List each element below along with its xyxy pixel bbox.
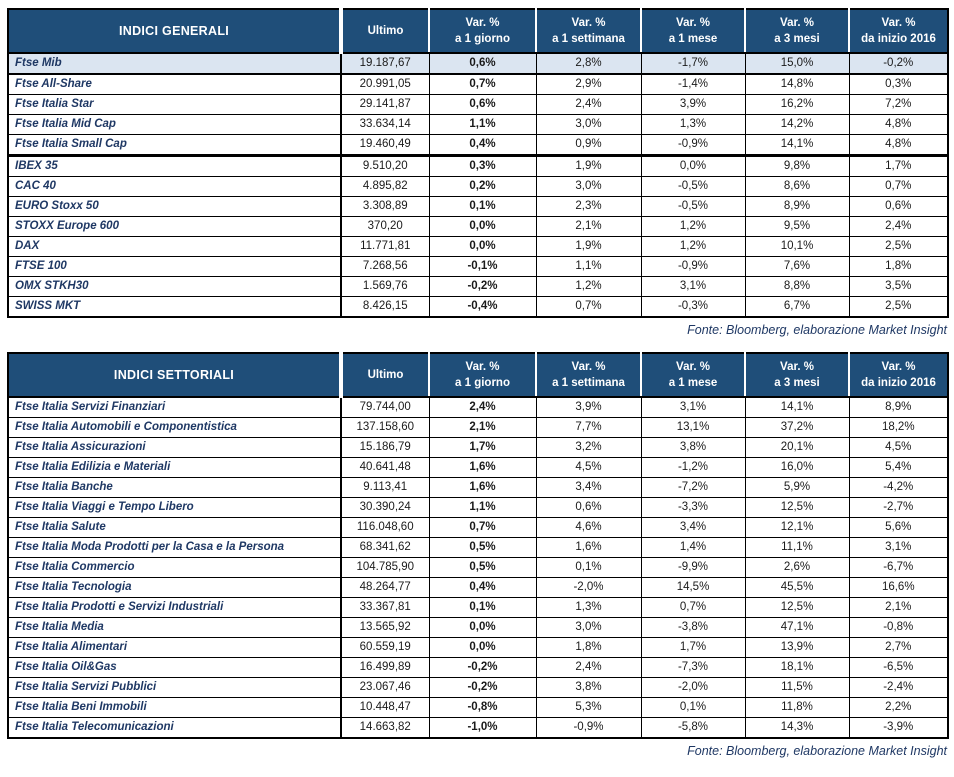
- ultimo-cell: 116.048,60: [341, 518, 429, 538]
- index-name-cell: Ftse Italia Viaggi e Tempo Libero: [8, 498, 341, 518]
- column-header-line1: Var. %: [881, 17, 916, 29]
- var-1-giorno-cell: 2,4%: [429, 397, 536, 418]
- var-1-giorno-cell: 0,5%: [429, 558, 536, 578]
- index-row: [8, 498, 948, 518]
- var-1-settimana-cell: -0,9%: [536, 718, 641, 739]
- var-1-giorno-cell: 0,4%: [429, 135, 536, 156]
- column-header-line2: a 1 settimana: [552, 377, 625, 389]
- var-inizio-2016-cell: 3,5%: [849, 277, 948, 297]
- var-1-settimana-cell: 2,8%: [536, 53, 641, 74]
- var-1-settimana-cell: 2,1%: [536, 217, 641, 237]
- var-3-mesi-cell: 8,9%: [745, 197, 849, 217]
- column-header-line1: Var. %: [465, 17, 500, 29]
- index-row: [8, 177, 948, 197]
- column-header-line1: Var. %: [571, 361, 606, 373]
- index-row: [8, 95, 948, 115]
- index-row: [8, 458, 948, 478]
- var-1-giorno-cell: 0,0%: [429, 237, 536, 257]
- ultimo-cell: 10.448,47: [341, 698, 429, 718]
- var-1-settimana-cell: 3,0%: [536, 177, 641, 197]
- var-inizio-2016-cell: 5,4%: [849, 458, 948, 478]
- var-1-settimana-cell: 3,2%: [536, 438, 641, 458]
- column-header-line1: Var. %: [676, 361, 710, 373]
- var-1-settimana-cell: 1,9%: [536, 156, 641, 177]
- table-title: INDICI GENERALI: [8, 9, 341, 53]
- column-header-line1: Var. %: [465, 361, 500, 373]
- var-1-settimana-cell: 1,9%: [536, 237, 641, 257]
- index-name-cell: Ftse Italia Servizi Finanziari: [8, 397, 341, 418]
- var-1-settimana-cell: 3,0%: [536, 618, 641, 638]
- var-1-giorno-cell: 2,1%: [429, 418, 536, 438]
- ultimo-cell: 33.367,81: [341, 598, 429, 618]
- var-1-giorno-cell: -0,2%: [429, 658, 536, 678]
- column-header-line2: a 3 mesi: [774, 377, 820, 389]
- index-name-cell: OMX STKH30: [8, 277, 341, 297]
- var-inizio-2016-cell: 1,7%: [849, 156, 948, 177]
- ultimo-cell: 23.067,46: [341, 678, 429, 698]
- index-row: [8, 478, 948, 498]
- index-row: [8, 397, 948, 418]
- var-inizio-2016-cell: 3,1%: [849, 538, 948, 558]
- var-inizio-2016-cell: 0,3%: [849, 74, 948, 95]
- column-header: [745, 353, 849, 397]
- var-1-mese-cell: 3,1%: [641, 277, 745, 297]
- var-3-mesi-cell: 5,9%: [745, 478, 849, 498]
- var-3-mesi-cell: 11,8%: [745, 698, 849, 718]
- ultimo-cell: 19.187,67: [341, 53, 429, 74]
- ultimo-cell: 9.113,41: [341, 478, 429, 498]
- var-1-settimana-cell: 5,3%: [536, 698, 641, 718]
- var-3-mesi-cell: 13,9%: [745, 638, 849, 658]
- var-1-giorno-cell: 0,7%: [429, 518, 536, 538]
- var-1-mese-cell: -3,3%: [641, 498, 745, 518]
- var-1-giorno-cell: 1,6%: [429, 478, 536, 498]
- var-inizio-2016-cell: 0,7%: [849, 177, 948, 197]
- var-1-giorno-cell: 0,5%: [429, 538, 536, 558]
- index-name-cell: Ftse Italia Moda Prodotti per la Casa e la Persona: [8, 538, 341, 558]
- var-1-settimana-cell: 7,7%: [536, 418, 641, 438]
- var-inizio-2016-cell: 4,8%: [849, 135, 948, 156]
- var-1-giorno-cell: -1,0%: [429, 718, 536, 739]
- var-3-mesi-cell: 47,1%: [745, 618, 849, 638]
- var-1-settimana-cell: 1,3%: [536, 598, 641, 618]
- index-row: [8, 418, 948, 438]
- var-1-giorno-cell: 0,1%: [429, 197, 536, 217]
- ultimo-cell: 4.895,82: [341, 177, 429, 197]
- index-row: [8, 658, 948, 678]
- ultimo-cell: 13.565,92: [341, 618, 429, 638]
- var-inizio-2016-cell: 2,5%: [849, 297, 948, 318]
- var-3-mesi-cell: 15,0%: [745, 53, 849, 74]
- column-header-line2: a 1 mese: [668, 377, 718, 389]
- var-inizio-2016-cell: -0,2%: [849, 53, 948, 74]
- var-3-mesi-cell: 9,5%: [745, 217, 849, 237]
- index-name-cell: Ftse Italia Small Cap: [8, 135, 341, 156]
- index-name-cell: DAX: [8, 237, 341, 257]
- index-row: [8, 638, 948, 658]
- ultimo-cell: 7.268,56: [341, 257, 429, 277]
- index-name-cell: Ftse Italia Edilizia e Materiali: [8, 458, 341, 478]
- column-header: [641, 353, 745, 397]
- var-inizio-2016-cell: 4,8%: [849, 115, 948, 135]
- index-row: [8, 115, 948, 135]
- index-row: [8, 678, 948, 698]
- index-name-cell: Ftse Italia Telecomunicazioni: [8, 718, 341, 739]
- column-header: [429, 353, 536, 397]
- header-row: [8, 353, 948, 397]
- index-name-cell: Ftse Italia Commercio: [8, 558, 341, 578]
- column-header: [341, 353, 429, 397]
- var-1-mese-cell: -0,5%: [641, 177, 745, 197]
- var-3-mesi-cell: 14,1%: [745, 135, 849, 156]
- var-1-mese-cell: 14,5%: [641, 578, 745, 598]
- var-1-settimana-cell: 3,0%: [536, 115, 641, 135]
- var-1-mese-cell: -1,4%: [641, 74, 745, 95]
- index-name-cell: SWISS MKT: [8, 297, 341, 318]
- ultimo-cell: 48.264,77: [341, 578, 429, 598]
- var-1-settimana-cell: 3,4%: [536, 478, 641, 498]
- column-header: [849, 353, 948, 397]
- var-1-mese-cell: 1,2%: [641, 237, 745, 257]
- var-3-mesi-cell: 45,5%: [745, 578, 849, 598]
- index-name-cell: Ftse Italia Media: [8, 618, 341, 638]
- var-1-settimana-cell: 2,4%: [536, 658, 641, 678]
- var-1-giorno-cell: 1,1%: [429, 115, 536, 135]
- column-header-line2: a 1 mese: [668, 33, 718, 45]
- var-3-mesi-cell: 12,5%: [745, 498, 849, 518]
- index-name-cell: Ftse Italia Oil&Gas: [8, 658, 341, 678]
- var-inizio-2016-cell: -6,5%: [849, 658, 948, 678]
- var-1-mese-cell: -1,2%: [641, 458, 745, 478]
- var-1-mese-cell: -9,9%: [641, 558, 745, 578]
- var-1-mese-cell: 3,8%: [641, 438, 745, 458]
- var-inizio-2016-cell: 2,2%: [849, 698, 948, 718]
- var-1-giorno-cell: 0,0%: [429, 217, 536, 237]
- indici-settoriali-section: [7, 352, 947, 758]
- ultimo-cell: 9.510,20: [341, 156, 429, 177]
- indici-settoriali-table: [7, 352, 949, 739]
- var-inizio-2016-cell: 16,6%: [849, 578, 948, 598]
- var-1-mese-cell: -0,5%: [641, 197, 745, 217]
- var-1-settimana-cell: -2,0%: [536, 578, 641, 598]
- var-1-giorno-cell: 0,2%: [429, 177, 536, 197]
- var-3-mesi-cell: 11,5%: [745, 678, 849, 698]
- indici-generali-section: [7, 8, 947, 337]
- var-1-giorno-cell: 0,4%: [429, 578, 536, 598]
- column-header: [641, 9, 745, 53]
- var-3-mesi-cell: 14,8%: [745, 74, 849, 95]
- var-1-mese-cell: -3,8%: [641, 618, 745, 638]
- var-1-settimana-cell: 2,4%: [536, 95, 641, 115]
- index-row: [8, 438, 948, 458]
- index-name-cell: EURO Stoxx 50: [8, 197, 341, 217]
- var-inizio-2016-cell: -2,7%: [849, 498, 948, 518]
- source-note: Fonte: Bloomberg, elaborazione Market Insight: [687, 744, 947, 758]
- var-inizio-2016-cell: -4,2%: [849, 478, 948, 498]
- var-3-mesi-cell: 6,7%: [745, 297, 849, 318]
- index-name-cell: CAC 40: [8, 177, 341, 197]
- index-name-cell: Ftse Italia Tecnologia: [8, 578, 341, 598]
- var-inizio-2016-cell: 1,8%: [849, 257, 948, 277]
- column-header-line2: a 1 settimana: [552, 33, 625, 45]
- var-1-settimana-cell: 0,9%: [536, 135, 641, 156]
- var-inizio-2016-cell: 8,9%: [849, 397, 948, 418]
- var-1-settimana-cell: 0,1%: [536, 558, 641, 578]
- var-1-mese-cell: -1,7%: [641, 53, 745, 74]
- var-3-mesi-cell: 7,6%: [745, 257, 849, 277]
- column-header-line2: da inizio 2016: [861, 377, 936, 389]
- var-inizio-2016-cell: 7,2%: [849, 95, 948, 115]
- ultimo-cell: 104.785,90: [341, 558, 429, 578]
- var-1-settimana-cell: 2,3%: [536, 197, 641, 217]
- var-1-mese-cell: -5,8%: [641, 718, 745, 739]
- ultimo-cell: 370,20: [341, 217, 429, 237]
- var-1-giorno-cell: 1,1%: [429, 498, 536, 518]
- var-1-settimana-cell: 2,9%: [536, 74, 641, 95]
- var-3-mesi-cell: 9,8%: [745, 156, 849, 177]
- column-header: [536, 9, 641, 53]
- index-row: [8, 297, 948, 318]
- index-name-cell: Ftse Italia Star: [8, 95, 341, 115]
- var-1-giorno-cell: 0,3%: [429, 156, 536, 177]
- index-row: [8, 257, 948, 277]
- ultimo-cell: 33.634,14: [341, 115, 429, 135]
- var-1-giorno-cell: -0,8%: [429, 698, 536, 718]
- column-header: [849, 9, 948, 53]
- var-1-settimana-cell: 0,6%: [536, 498, 641, 518]
- index-row: [8, 74, 948, 95]
- column-header-line1: Var. %: [676, 17, 710, 29]
- column-header-line1: Var. %: [780, 17, 814, 29]
- var-3-mesi-cell: 16,0%: [745, 458, 849, 478]
- var-3-mesi-cell: 18,1%: [745, 658, 849, 678]
- index-row: [8, 698, 948, 718]
- header-row: [8, 9, 948, 53]
- index-row: [8, 558, 948, 578]
- index-name-cell: Ftse Italia Servizi Pubblici: [8, 678, 341, 698]
- var-inizio-2016-cell: 2,4%: [849, 217, 948, 237]
- ultimo-cell: 16.499,89: [341, 658, 429, 678]
- index-name-cell: Ftse Italia Mid Cap: [8, 115, 341, 135]
- var-1-settimana-cell: 1,6%: [536, 538, 641, 558]
- column-header: [536, 353, 641, 397]
- ultimo-cell: 1.569,76: [341, 277, 429, 297]
- ultimo-cell: 60.559,19: [341, 638, 429, 658]
- var-inizio-2016-cell: 2,7%: [849, 638, 948, 658]
- column-header-line1: Ultimo: [367, 25, 404, 37]
- var-1-giorno-cell: 0,0%: [429, 618, 536, 638]
- var-3-mesi-cell: 14,3%: [745, 718, 849, 739]
- var-1-mese-cell: 1,2%: [641, 217, 745, 237]
- index-row: [8, 156, 948, 177]
- var-1-mese-cell: -0,9%: [641, 257, 745, 277]
- var-1-giorno-cell: 0,1%: [429, 598, 536, 618]
- index-row: [8, 197, 948, 217]
- var-1-giorno-cell: 0,0%: [429, 638, 536, 658]
- column-header-line1: Var. %: [571, 17, 606, 29]
- var-1-mese-cell: 0,0%: [641, 156, 745, 177]
- var-inizio-2016-cell: 2,1%: [849, 598, 948, 618]
- var-3-mesi-cell: 20,1%: [745, 438, 849, 458]
- var-inizio-2016-cell: -3,9%: [849, 718, 948, 739]
- ultimo-cell: 79.744,00: [341, 397, 429, 418]
- var-inizio-2016-cell: 2,5%: [849, 237, 948, 257]
- var-3-mesi-cell: 16,2%: [745, 95, 849, 115]
- table-title: INDICI SETTORIALI: [8, 353, 341, 397]
- var-3-mesi-cell: 2,6%: [745, 558, 849, 578]
- ultimo-cell: 40.641,48: [341, 458, 429, 478]
- var-1-mese-cell: 1,4%: [641, 538, 745, 558]
- var-1-mese-cell: -0,3%: [641, 297, 745, 318]
- column-header-line1: Ultimo: [367, 369, 404, 381]
- var-1-giorno-cell: -0,4%: [429, 297, 536, 318]
- var-1-giorno-cell: -0,1%: [429, 257, 536, 277]
- var-3-mesi-cell: 14,2%: [745, 115, 849, 135]
- column-header: [429, 9, 536, 53]
- var-1-giorno-cell: 0,7%: [429, 74, 536, 95]
- index-row: [8, 217, 948, 237]
- var-1-settimana-cell: 3,8%: [536, 678, 641, 698]
- ultimo-cell: 20.991,05: [341, 74, 429, 95]
- var-inizio-2016-cell: -6,7%: [849, 558, 948, 578]
- column-header: [745, 9, 849, 53]
- index-row: [8, 718, 948, 739]
- var-1-giorno-cell: -0,2%: [429, 678, 536, 698]
- var-inizio-2016-cell: -0,8%: [849, 618, 948, 638]
- ultimo-cell: 15.186,79: [341, 438, 429, 458]
- var-1-settimana-cell: 4,6%: [536, 518, 641, 538]
- ultimo-cell: 11.771,81: [341, 237, 429, 257]
- var-1-mese-cell: -0,9%: [641, 135, 745, 156]
- index-name-cell: IBEX 35: [8, 156, 341, 177]
- var-1-giorno-cell: 0,6%: [429, 95, 536, 115]
- index-row: [8, 598, 948, 618]
- var-1-giorno-cell: -0,2%: [429, 277, 536, 297]
- index-row: [8, 518, 948, 538]
- ultimo-cell: 29.141,87: [341, 95, 429, 115]
- var-1-mese-cell: 1,7%: [641, 638, 745, 658]
- var-3-mesi-cell: 11,1%: [745, 538, 849, 558]
- var-inizio-2016-cell: 0,6%: [849, 197, 948, 217]
- column-header-line1: Var. %: [881, 361, 916, 373]
- ultimo-cell: 68.341,62: [341, 538, 429, 558]
- index-name-cell: Ftse Italia Alimentari: [8, 638, 341, 658]
- ultimo-cell: 8.426,15: [341, 297, 429, 318]
- var-1-giorno-cell: 1,6%: [429, 458, 536, 478]
- var-inizio-2016-cell: 5,6%: [849, 518, 948, 538]
- var-1-mese-cell: 13,1%: [641, 418, 745, 438]
- column-header-line2: a 1 giorno: [455, 377, 510, 389]
- indici-generali-table: [7, 8, 949, 318]
- var-1-mese-cell: 3,1%: [641, 397, 745, 418]
- var-1-settimana-cell: 1,8%: [536, 638, 641, 658]
- column-header-line2: a 1 giorno: [455, 33, 510, 45]
- var-1-mese-cell: 0,1%: [641, 698, 745, 718]
- var-1-mese-cell: -2,0%: [641, 678, 745, 698]
- var-3-mesi-cell: 12,5%: [745, 598, 849, 618]
- index-name-cell: Ftse Italia Assicurazioni: [8, 438, 341, 458]
- index-row: [8, 53, 948, 74]
- var-1-mese-cell: 1,3%: [641, 115, 745, 135]
- index-row: [8, 135, 948, 156]
- index-row: [8, 277, 948, 297]
- var-1-settimana-cell: 1,2%: [536, 277, 641, 297]
- var-1-mese-cell: 0,7%: [641, 598, 745, 618]
- column-header-line2: da inizio 2016: [861, 33, 936, 45]
- ultimo-cell: 30.390,24: [341, 498, 429, 518]
- index-name-cell: Ftse Italia Beni Immobili: [8, 698, 341, 718]
- index-name-cell: STOXX Europe 600: [8, 217, 341, 237]
- var-1-settimana-cell: 1,1%: [536, 257, 641, 277]
- var-1-settimana-cell: 4,5%: [536, 458, 641, 478]
- ultimo-cell: 3.308,89: [341, 197, 429, 217]
- index-name-cell: FTSE 100: [8, 257, 341, 277]
- var-1-mese-cell: -7,2%: [641, 478, 745, 498]
- var-3-mesi-cell: 37,2%: [745, 418, 849, 438]
- ultimo-cell: 137.158,60: [341, 418, 429, 438]
- index-name-cell: Ftse All-Share: [8, 74, 341, 95]
- var-1-mese-cell: 3,4%: [641, 518, 745, 538]
- var-3-mesi-cell: 12,1%: [745, 518, 849, 538]
- index-name-cell: Ftse Italia Prodotti e Servizi Industriali: [8, 598, 341, 618]
- index-name-cell: Ftse Italia Automobili e Componentistica: [8, 418, 341, 438]
- index-row: [8, 538, 948, 558]
- source-note: Fonte: Bloomberg, elaborazione Market Insight: [687, 323, 947, 337]
- column-header-line1: Var. %: [780, 361, 814, 373]
- var-3-mesi-cell: 14,1%: [745, 397, 849, 418]
- var-1-giorno-cell: 1,7%: [429, 438, 536, 458]
- index-row: [8, 618, 948, 638]
- var-1-mese-cell: -7,3%: [641, 658, 745, 678]
- index-name-cell: Ftse Italia Salute: [8, 518, 341, 538]
- var-1-settimana-cell: 3,9%: [536, 397, 641, 418]
- index-row: [8, 237, 948, 257]
- var-3-mesi-cell: 8,6%: [745, 177, 849, 197]
- column-header: [341, 9, 429, 53]
- var-1-settimana-cell: 0,7%: [536, 297, 641, 318]
- index-row: [8, 578, 948, 598]
- column-header-line2: a 3 mesi: [774, 33, 820, 45]
- ultimo-cell: 19.460,49: [341, 135, 429, 156]
- var-3-mesi-cell: 8,8%: [745, 277, 849, 297]
- ultimo-cell: 14.663,82: [341, 718, 429, 739]
- var-1-giorno-cell: 0,6%: [429, 53, 536, 74]
- var-3-mesi-cell: 10,1%: [745, 237, 849, 257]
- var-1-mese-cell: 3,9%: [641, 95, 745, 115]
- var-inizio-2016-cell: 4,5%: [849, 438, 948, 458]
- index-name-cell: Ftse Italia Banche: [8, 478, 341, 498]
- var-inizio-2016-cell: 18,2%: [849, 418, 948, 438]
- index-name-cell: Ftse Mib: [8, 53, 341, 74]
- var-inizio-2016-cell: -2,4%: [849, 678, 948, 698]
